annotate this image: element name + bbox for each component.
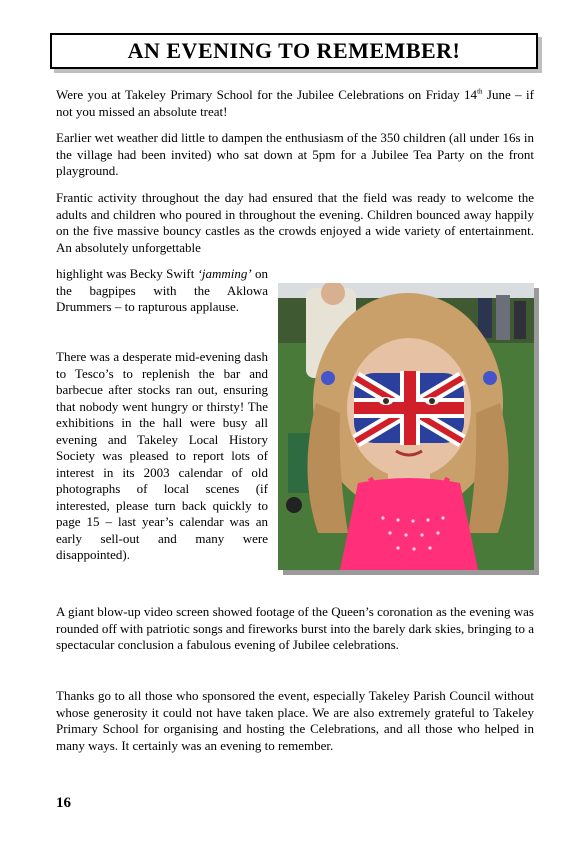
intro-paragraph [56,87,534,120]
union-flag-face-paint [354,371,464,445]
bagpipes-text-a: highlight was Becky Swift [56,266,198,281]
intro-text-b: June – if not you missed an absolute treat! [56,87,535,119]
photo-pink-top [340,478,478,570]
coronation-paragraph: A giant blow-up video screen showed footage of the Queen’s coronation as the evening was rounded off with patriotic songs and fireworks burst into the barely dark skies, bringing to a spectacular conclusion a fabulous evening of Jubilee celebrations. [56,604,534,652]
intro-text-a: Were you at Takeley Primary School for the Jubilee Celebrations on Friday 14 [56,87,478,102]
page-title: AN EVENING TO REMEMBER! [127,38,461,63]
tesco-paragraph: There was a desperate mid-evening dash to Tesco’s to replenish the bar and barbecue after stocks ran out, ensuring that nobody went hungry or thirsty! The exhibitions in the hall were busy all evening and Takeley Local History Society was pleased to report lots of interest in its 2003 calendar of old photographs of local scenes (if interested, please turn back quickly to page 15 – last year’s calendar was an early sell-out and many were disappointed). [56,349,268,562]
face-paint-photo [278,283,534,570]
thanks-paragraph: Thanks go to all those who sponsored the event, especially Takeley Parish Council without whose generosity it could not have taken place. We are also extremely grateful to Takeley Primary School for organising and hosting the Celebrations, and all those who helped in many ways. It certainly was an evening to remember. [56,688,534,753]
intro-ordinal: th [477,87,483,96]
activity-paragraph: Frantic activity throughout the day had ensured that the field was ready to welcome the adults and children who poured in throughout the evening. Children bounced away happily on the five massive bouncy castles as the crowds enjoyed a wide variety of entertainment. An absolutely unforgettable [56,190,534,255]
bagpipes-paragraph [56,266,268,316]
bagpipes-text-b: on the bagpipes with the Aklowa Drummers – to rapturous applause. [56,266,269,314]
title-box [50,33,538,69]
page-number: 16 [56,795,71,811]
tea-party-paragraph: Earlier wet weather did little to dampen the enthusiasm of the 350 children (all under 16s in the village had been invited) who sat down at 5pm for a Jubilee Tea Party on the front playground. [56,130,534,178]
bagpipes-emphasis: ‘jamming’ [197,266,252,281]
